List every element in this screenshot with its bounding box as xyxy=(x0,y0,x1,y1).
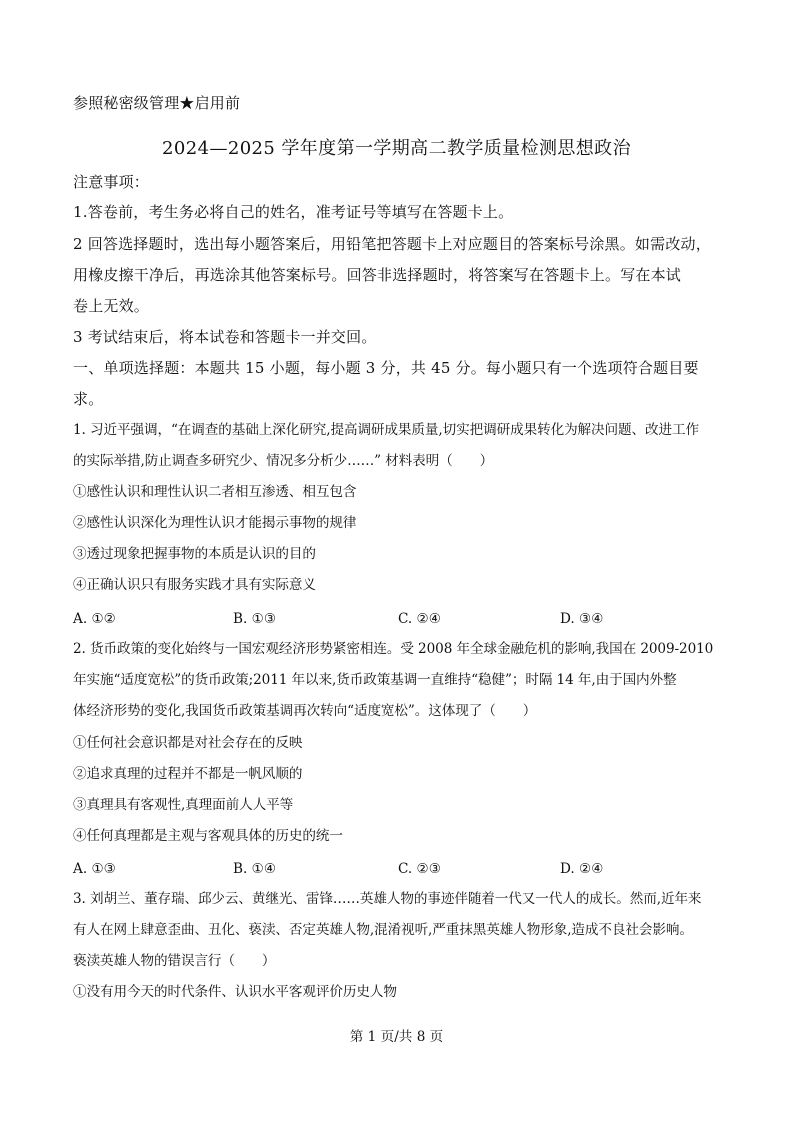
question-2-statement: ②追求真理的过程并不都是一帆风顺的 xyxy=(73,766,303,782)
page-title: 2024—2025 学年度第一学期高二教学质量检测思想政治 xyxy=(162,138,631,159)
page-footer: 第 1 页/共 8 页 xyxy=(349,1029,444,1045)
question-3-stem: 3. 刘胡兰、董存瑞、邱少云、黄继光、雷锋……英雄人物的事迹伴随着一代又一代人的成长。然而,近年来 xyxy=(73,891,702,907)
question-2-statement: ④任何真理都是主观与客观具体的历史的统一 xyxy=(73,828,343,844)
question-2-options xyxy=(73,861,773,877)
question-2-stem: 体经济形势的变化,我国货币政策基调再次转向“适度宽松”。这体现了（ ） xyxy=(73,703,537,719)
option-d[interactable]: D. ③④ xyxy=(560,611,604,627)
question-1-stem: 的实际举措,防止调查多研究少、情况多分析少……” 材料表明（ ） xyxy=(73,453,494,469)
notice-item: 2 回答选择题时，选出每小题答案后，用铅笔把答题卡上对应题目的答案标号涂黑。如需改动， xyxy=(73,235,711,253)
option-d[interactable]: D. ②④ xyxy=(560,861,604,877)
question-1-options xyxy=(73,611,773,627)
notice-item: 1.答卷前，考生务必将自己的姓名，准考证号等填写在答题卡上。 xyxy=(73,203,514,221)
option-c[interactable]: C. ②③ xyxy=(398,861,441,877)
option-b[interactable]: B. ①③ xyxy=(233,611,277,627)
question-1-statement: ②感性认识深化为理性认识才能揭示事物的规律 xyxy=(73,515,357,531)
question-2-statement: ①任何社会意识都是对社会存在的反映 xyxy=(73,735,303,751)
option-a[interactable]: A. ①② xyxy=(73,611,116,627)
section-heading-cont: 求。 xyxy=(73,390,104,408)
question-1-statement: ①感性认识和理性认识二者相互渗透、相互包含 xyxy=(73,484,357,500)
notice-heading: 注意事项： xyxy=(73,173,150,191)
notice-item: 卷上无效。 xyxy=(73,297,150,315)
question-2-statement: ③真理具有客观性,真理面前人人平等 xyxy=(73,797,294,813)
notice-item: 3 考试结束后，将本试卷和答题卡一并交回。 xyxy=(73,328,377,346)
option-c[interactable]: C. ②④ xyxy=(398,611,441,627)
question-1-statement: ③透过现象把握事物的本质是认识的目的 xyxy=(73,546,316,562)
question-2-stem: 年实施“适度宽松”的货币政策;2011 年以来,货币政策基调一直维持“稳健”；时隔 14 年,由于国内外整 xyxy=(73,672,677,688)
question-3-stem: 有人在网上肆意歪曲、丑化、亵渎、否定英雄人物,混淆视听,严重抹黑英雄人物形象,造成不良社会影响。 xyxy=(73,922,693,938)
option-a[interactable]: A. ①③ xyxy=(73,861,116,877)
question-1-statement: ④正确认识只有服务实践才具有实际意义 xyxy=(73,577,316,593)
option-b[interactable]: B. ①④ xyxy=(233,861,277,877)
confidential-label: 参照秘密级管理★启用前 xyxy=(73,94,241,112)
notice-item: 用橡皮擦干净后，再选涂其他答案标号。回答非选择题时，将答案写在答题卡上。写在本试 xyxy=(73,266,682,284)
question-1-stem: 1. 习近平强调，“在调查的基础上深化研究,提高调研成果质量,切实把调研成果转化为解决问题、改进工作 xyxy=(73,422,700,438)
question-3-statement: ①没有用今天的时代条件、认识水平客观评价历史人物 xyxy=(73,984,397,1000)
question-3-stem: 亵渎英雄人物的错误言行（ ） xyxy=(73,953,276,969)
section-heading: 一、单项选择题：本题共 15 小题，每小题 3 分，共 45 分。每小题只有一个选项符合题目要 xyxy=(73,359,699,377)
question-2-stem: 2. 货币政策的变化始终与一国宏观经济形势紧密相连。受 2008 年全球金融危机的影响,我国在 2009-2010 xyxy=(73,641,714,657)
